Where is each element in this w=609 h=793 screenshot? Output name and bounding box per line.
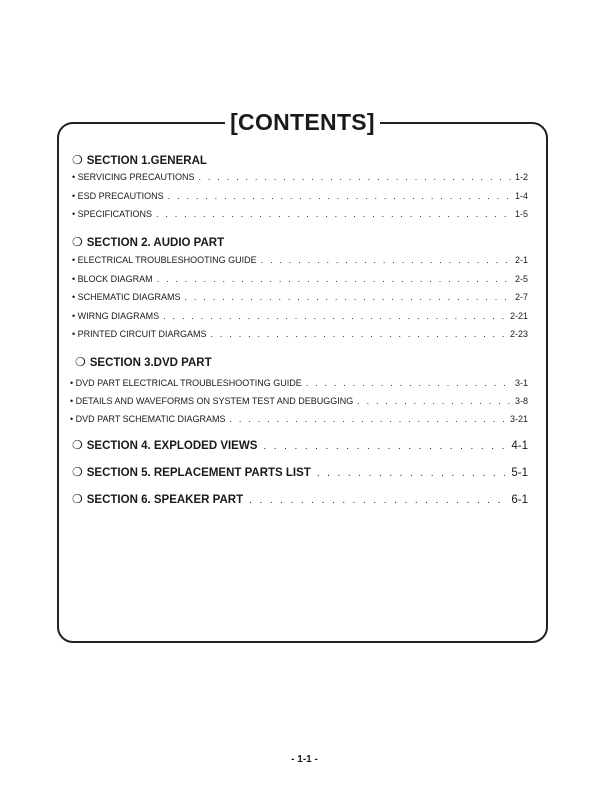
toc-entry-label: • PRINTED CIRCUIT DIARGAMS (72, 329, 207, 339)
toc-entry[interactable] (70, 395, 528, 407)
section-2-title: SECTION 2. AUDIO PART (86, 237, 225, 249)
toc-entry-page: 2-1 (514, 255, 528, 265)
toc-entry-page: 5-1 (511, 467, 528, 479)
circle-bullet-icon: ❍ (72, 235, 83, 249)
dot-leader (168, 190, 511, 202)
section-5-title: SECTION 5. REPLACEMENT PARTS LIST (86, 467, 311, 479)
toc-entry-page: 3-1 (514, 378, 528, 388)
toc-entry-label: • WIRNG DIAGRAMS (72, 311, 160, 321)
toc-entry-page: 2-21 (509, 311, 528, 321)
section-2-heading (72, 235, 224, 249)
dot-leader (261, 254, 511, 266)
toc-entry[interactable] (72, 310, 528, 322)
toc-entry-page: 1-2 (514, 172, 528, 182)
toc-entry[interactable] (72, 190, 528, 202)
toc-entry-page: 1-4 (514, 191, 528, 201)
circle-bullet-icon: ❍ (75, 355, 86, 369)
toc-entry[interactable] (70, 377, 528, 389)
toc-entry[interactable] (72, 254, 528, 266)
section-1-title: SECTION 1.GENERAL (86, 155, 207, 167)
section-3-heading (75, 355, 212, 369)
dot-leader (156, 208, 511, 220)
toc-entry[interactable] (72, 208, 528, 220)
dot-leader (263, 439, 505, 454)
section-1-heading (72, 153, 207, 167)
dot-leader (249, 493, 505, 508)
dot-leader (357, 395, 511, 407)
dot-leader (185, 291, 511, 303)
circle-bullet-icon: ❍ (72, 153, 83, 167)
toc-entry-page: 2-7 (514, 292, 528, 302)
toc-entry-label: • DETAILS AND WAVEFORMS ON SYSTEM TEST AND DEBUGGING (70, 396, 354, 406)
toc-entry-page: 4-1 (511, 440, 528, 452)
toc-entry-label: • SCHEMATIC DIAGRAMS (72, 292, 181, 302)
toc-entry-label: • SERVICING PRECAUTIONS (72, 172, 195, 182)
toc-entry[interactable] (72, 291, 528, 303)
dot-leader (211, 328, 506, 340)
dot-leader (306, 377, 511, 389)
page-title: [CONTENTS] (225, 107, 380, 137)
page-number: - 1-1 - (291, 754, 318, 765)
toc-entry-label: • DVD PART SCHEMATIC DIAGRAMS (70, 414, 226, 424)
toc-entry-page: 3-8 (514, 396, 528, 406)
dot-leader (163, 310, 506, 322)
toc-entry-label: • BLOCK DIAGRAM (72, 274, 153, 284)
toc-entry-page: 2-23 (509, 329, 528, 339)
circle-bullet-icon: ❍ (72, 492, 83, 506)
toc-entry[interactable] (70, 413, 528, 425)
section-3-title: SECTION 3.DVD PART (89, 357, 212, 369)
toc-entry[interactable] (72, 171, 528, 183)
dot-leader (317, 466, 506, 481)
dot-leader (157, 273, 511, 285)
toc-entry-label: • ELECTRICAL TROUBLESHOOTING GUIDE (72, 255, 257, 265)
section-4-entry[interactable] (72, 438, 528, 453)
dot-leader (199, 171, 511, 183)
toc-entry-label: • ESD PRECAUTIONS (72, 191, 164, 201)
toc-entry-page: 2-5 (514, 274, 528, 284)
section-4-title: SECTION 4. EXPLODED VIEWS (86, 440, 258, 452)
section-5-entry[interactable] (72, 465, 528, 480)
dot-leader (230, 413, 506, 425)
toc-entry-page: 3-21 (509, 414, 528, 424)
toc-entry[interactable] (72, 328, 528, 340)
toc-entry-label: • DVD PART ELECTRICAL TROUBLESHOOTING GUIDE (70, 378, 302, 388)
circle-bullet-icon: ❍ (72, 465, 83, 479)
toc-entry-page: 6-1 (511, 494, 528, 506)
section-6-title: SECTION 6. SPEAKER PART (86, 494, 244, 506)
toc-entry[interactable] (72, 273, 528, 285)
section-6-entry[interactable] (72, 492, 528, 507)
toc-entry-label: • SPECIFICATIONS (72, 209, 152, 219)
toc-entry-page: 1-5 (514, 209, 528, 219)
circle-bullet-icon: ❍ (72, 438, 83, 452)
